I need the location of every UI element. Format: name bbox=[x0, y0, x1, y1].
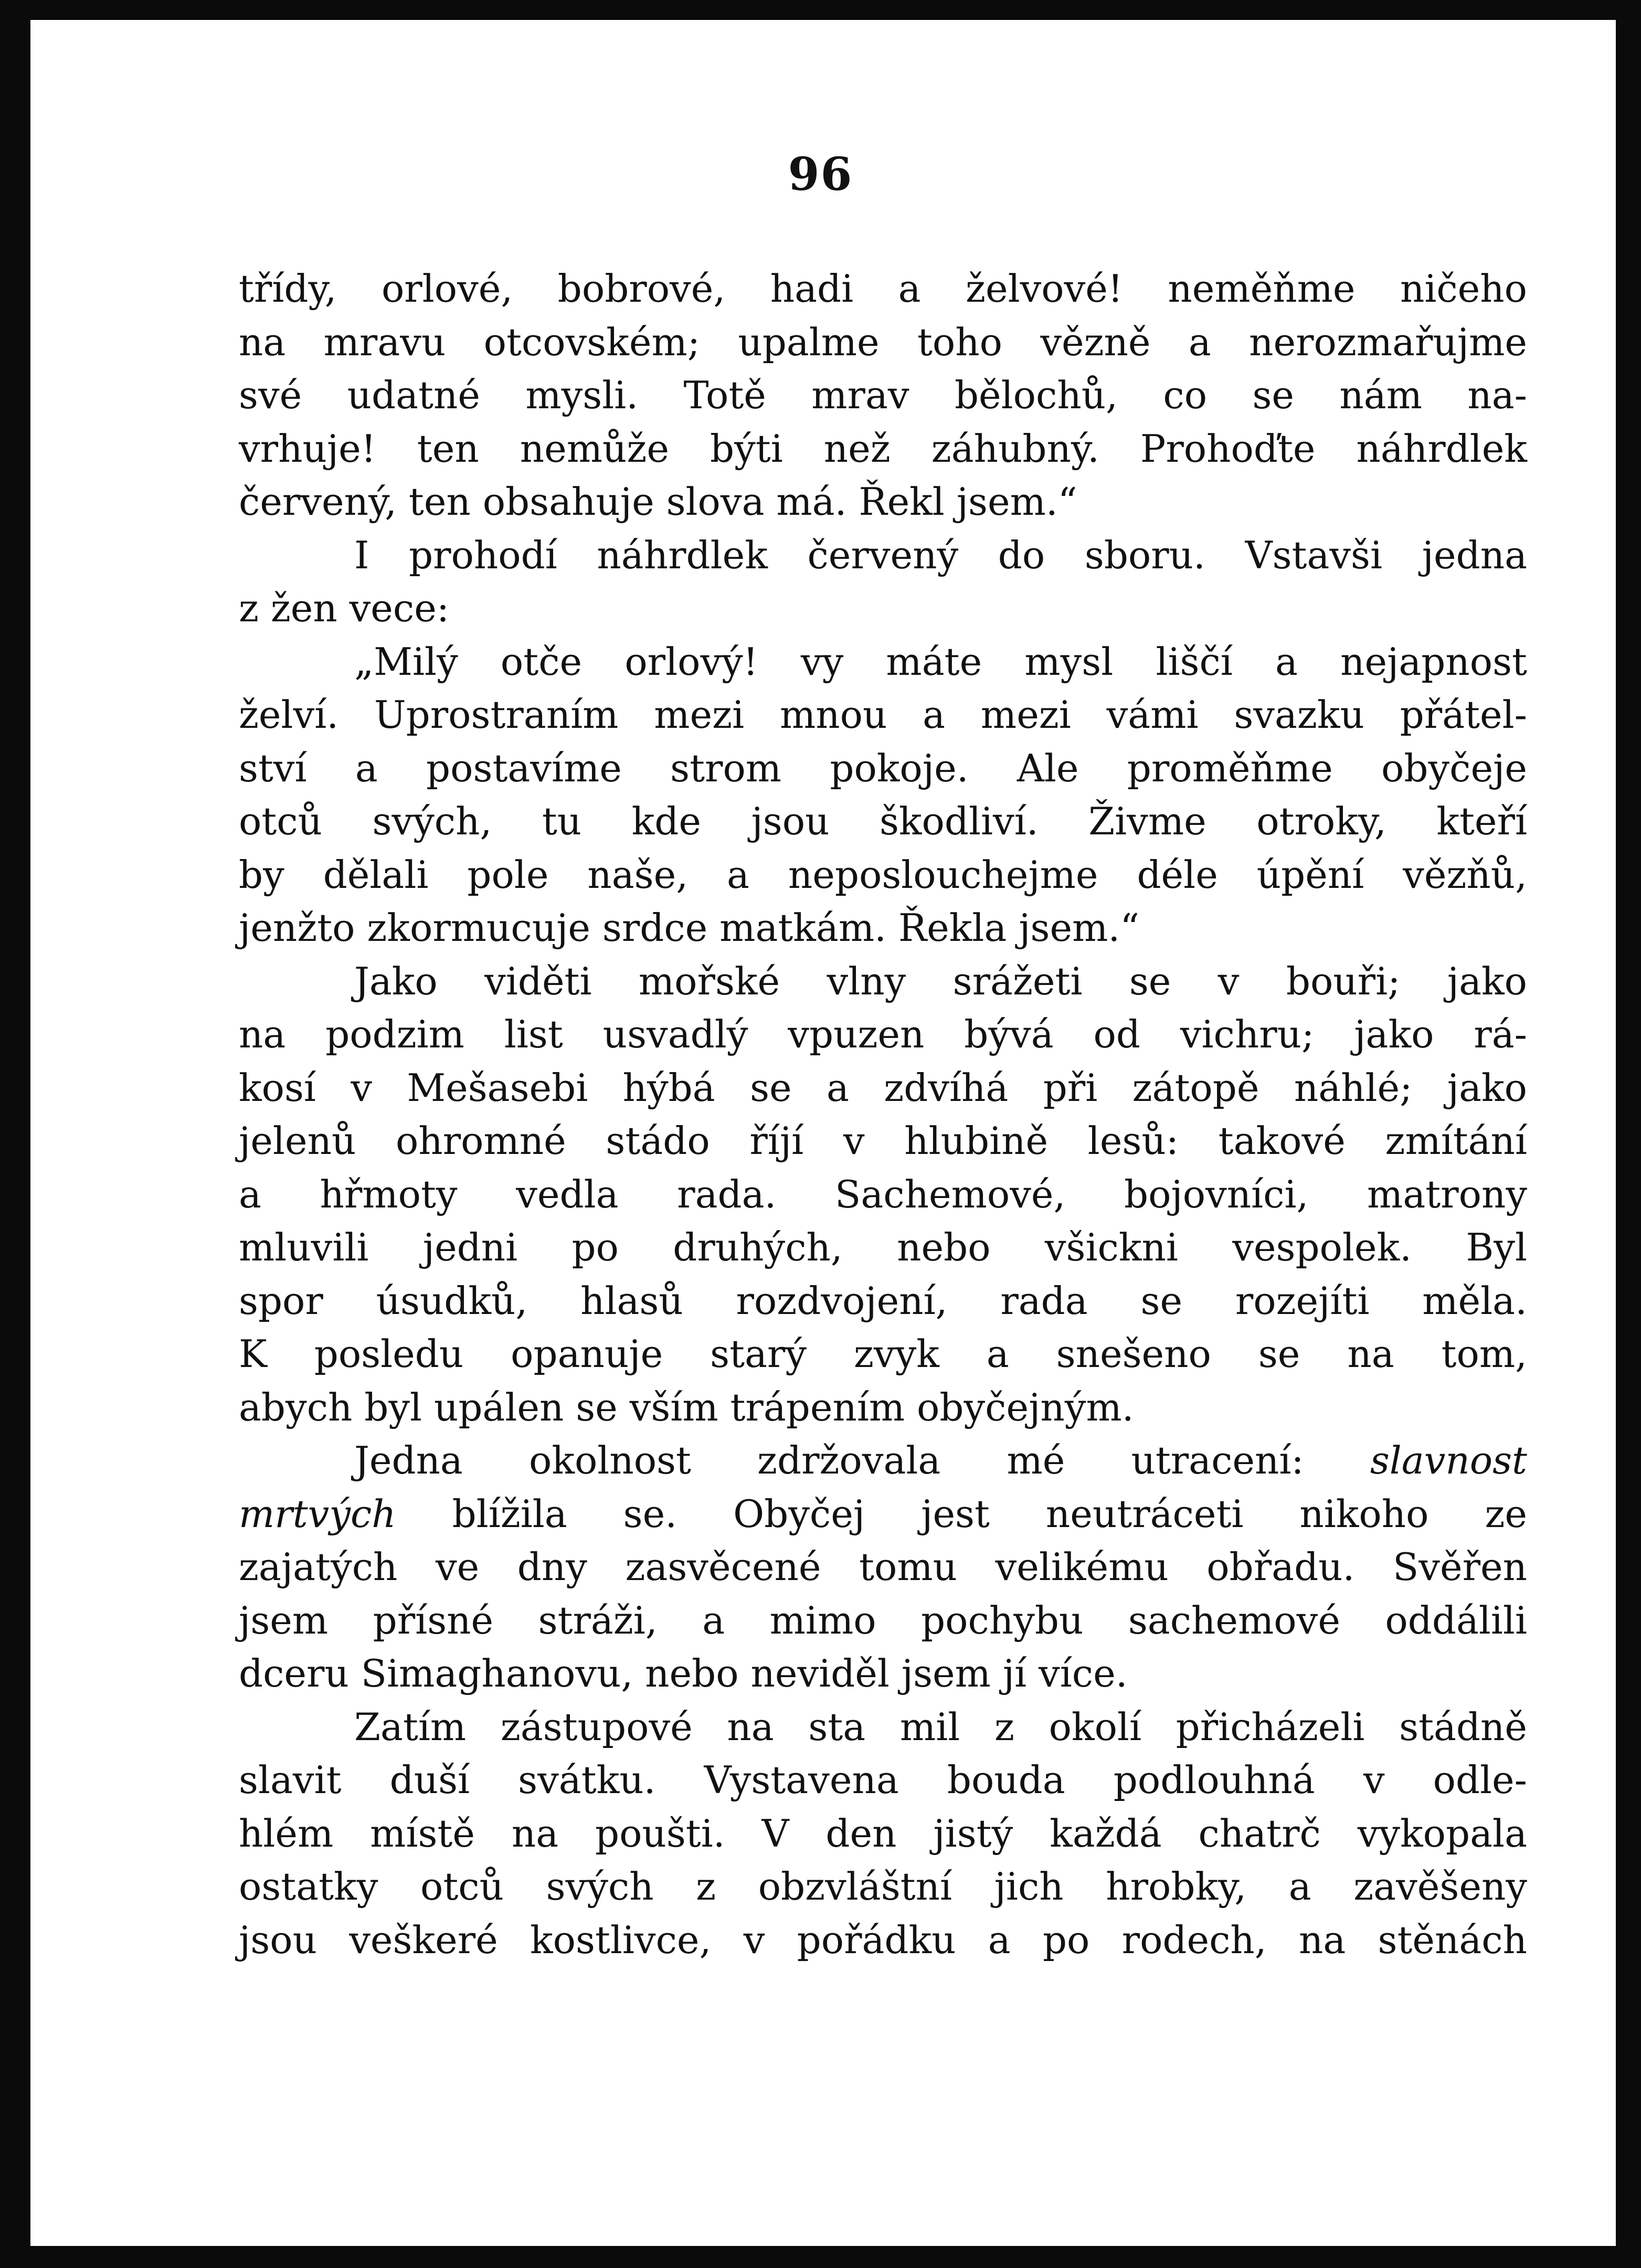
text-line: jelenů ohromné stádo říjí v hlubině lesů: takové zmítání bbox=[239, 1119, 1527, 1163]
text-line: své udatné mysli. Totě mrav bělochů, co se nám na- bbox=[239, 373, 1527, 417]
text-line: ství a postavíme strom pokoje. Ale proměňme obyčeje bbox=[239, 746, 1527, 790]
text-line bbox=[239, 1434, 1527, 1488]
text-line: vrhuje! ten nemůže býti než záhubný. Prohoďte náhrdlek bbox=[239, 426, 1527, 471]
scan-border-right bbox=[1616, 0, 1641, 2268]
text-line: jenžto zkormucuje srdce matkám. Řekla jsem.“ bbox=[239, 906, 1140, 950]
text-line: otců svých, tu kde jsou škodliví. Živme otroky, kteří bbox=[239, 799, 1527, 843]
text-line: třídy, orlové, bobrové, hadi a želvové! neměňme ničeho bbox=[239, 267, 1527, 311]
text-line: mluvili jedni po druhých, nebo všickni vespolek. Byl bbox=[239, 1225, 1527, 1269]
text-line bbox=[239, 1488, 1527, 1541]
text-line: zajatých ve dny zasvěcené tomu velikému obřadu. Svěřen bbox=[239, 1545, 1527, 1589]
text-line: jsem přísné stráži, a mimo pochybu sachemové oddálili bbox=[239, 1598, 1527, 1642]
text-line: „Milý otče orlový! vy máte mysl liščí a nejapnost bbox=[354, 639, 1527, 684]
text-line: na podzim list usvadlý vpuzen bývá od vichru; jako rá- bbox=[239, 1012, 1527, 1056]
text-line: a hřmoty vedla rada. Sachemové, bojovníci, matrony bbox=[239, 1172, 1527, 1216]
scan-border-left bbox=[0, 0, 30, 2268]
text-line: hlém místě na poušti. V den jistý každá chatrč vykopala bbox=[239, 1811, 1527, 1856]
text-line: Jako viděti mořské vlny srážeti se v bouři; jako bbox=[354, 959, 1527, 1003]
scan-border-bottom bbox=[0, 2246, 1641, 2268]
text-line: Zatím zástupové na sta mil z okolí přicházeli stádně bbox=[354, 1704, 1527, 1749]
text-line: K posledu opanuje starý zvyk a snešeno se na tom, bbox=[239, 1332, 1527, 1376]
text-segment: Jedna okolnost zdržovala mé utracení: bbox=[354, 1438, 1304, 1482]
page-number: 96 bbox=[788, 148, 853, 201]
text-line: jsou veškeré kostlivce, v pořádku a po rodech, na stěnách bbox=[239, 1917, 1527, 1962]
text-line: ostatky otců svých z obzvláštní jich hrobky, a zavěšeny bbox=[239, 1864, 1527, 1909]
scan-border-top bbox=[0, 0, 1641, 20]
text-line: na mravu otcovském; upalme toho vězně a nerozmařujme bbox=[239, 320, 1527, 364]
text-line: by dělali pole naše, a neposlouchejme déle úpění vězňů, bbox=[239, 852, 1527, 897]
text-line: želví. Uprostraním mezi mnou a mezi vámi svazku přátel- bbox=[239, 693, 1527, 737]
text-line: slavit duší svátku. Vystavena bouda podlouhná v odle- bbox=[239, 1758, 1527, 1802]
text-line: dceru Simaghanovu, nebo neviděl jsem jí více. bbox=[239, 1651, 1128, 1695]
body-text bbox=[239, 262, 1527, 1967]
text-line: I prohodí náhrdlek červený do sboru. Vstavši jedna bbox=[354, 533, 1527, 577]
text-line: spor úsudků, hlasů rozdvojení, rada se rozejíti měla. bbox=[239, 1278, 1527, 1323]
italic-text-segment: slavnost bbox=[1370, 1438, 1527, 1482]
text-line: kosí v Mešasebi hýbá se a zdvíhá při zátopě náhlé; jako bbox=[239, 1065, 1527, 1110]
italic-text-segment: mrtvých bbox=[239, 1491, 396, 1536]
text-line: z žen vece: bbox=[239, 586, 450, 630]
text-line: abych byl upálen se vším trápením obyčejným. bbox=[239, 1385, 1134, 1429]
text-line: červený, ten obsahuje slova má. Řekl jsem.“ bbox=[239, 480, 1077, 524]
text-segment: blížila se. Obyčej jest neutráceti nikoho ze bbox=[452, 1491, 1528, 1536]
